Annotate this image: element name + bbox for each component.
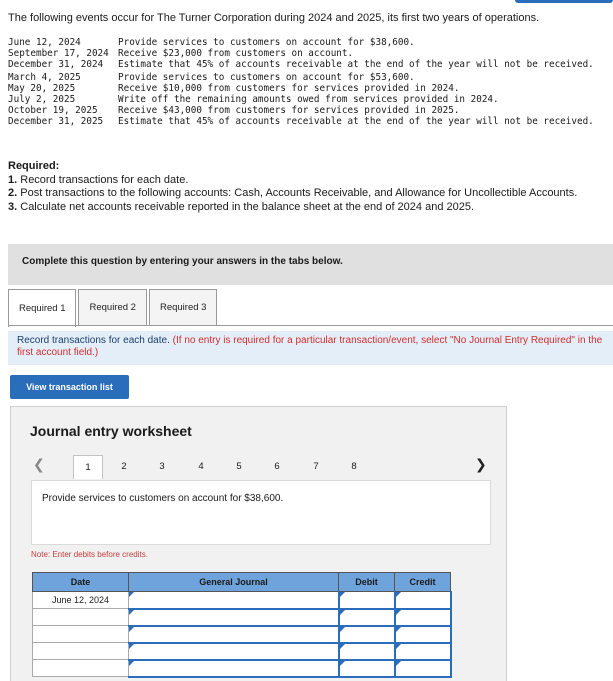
journal-header-row	[33, 573, 451, 592]
date-cell	[33, 660, 129, 677]
event-description: Receive $23,000 from customers on account.	[118, 48, 354, 59]
event-row	[8, 105, 613, 116]
complete-question-banner	[8, 244, 613, 285]
account-cell[interactable]	[129, 609, 339, 626]
event-date: October 19, 2025	[8, 105, 98, 116]
chevron-left-icon[interactable]: ❮	[33, 456, 45, 472]
required-heading: Required:	[8, 160, 60, 172]
debit-credit-note: Note: Enter debits before credits.	[31, 550, 148, 559]
required-item-3: 3. Calculate net accounts receivable reported in the balance sheet at the end of 2024 and 2025.	[8, 200, 475, 213]
table-row	[33, 626, 451, 643]
credit-cell[interactable]	[395, 660, 451, 677]
date-cell	[33, 626, 129, 643]
transaction-description-box	[31, 480, 491, 545]
instruction-note: (If no entry is required for a particular transaction/event, select "No Journal Entry Required" in the first account field.)	[17, 335, 603, 358]
credit-cell[interactable]	[395, 643, 451, 660]
account-cell[interactable]	[129, 592, 339, 609]
event-date: June 12, 2024	[8, 37, 81, 48]
journal-table	[32, 572, 452, 678]
event-description: Receive $10,000 from customers for services provided in 2024.	[118, 83, 460, 94]
transaction-description: Provide services to customers on account for $38,600.	[42, 493, 284, 504]
view-transaction-list-button[interactable]: View transaction list	[10, 375, 129, 399]
event-date: December 31, 2025	[8, 116, 104, 127]
required-tabs	[8, 289, 219, 327]
date-cell	[33, 643, 129, 660]
event-description: Provide services to customers on account for $53,600.	[118, 72, 415, 83]
worksheet-title: Journal entry worksheet	[30, 423, 192, 439]
event-row	[8, 94, 613, 105]
tab-divider	[8, 325, 613, 326]
event-date: December 31, 2024	[8, 59, 104, 70]
column-header-date: Date	[33, 573, 129, 592]
event-date: September 17, 2024	[8, 48, 109, 59]
debit-cell[interactable]	[339, 626, 395, 643]
event-row	[8, 72, 613, 83]
event-row	[8, 83, 613, 94]
event-date: May 20, 2025	[8, 83, 76, 94]
tab-required-2[interactable]: Required 2	[78, 289, 146, 325]
tab-required-1[interactable]: Required 1	[8, 289, 76, 327]
account-cell[interactable]	[129, 643, 339, 660]
page-number-3[interactable]: 3	[159, 461, 165, 472]
debit-cell[interactable]	[339, 643, 395, 660]
event-description: Provide services to customers on account for $38,600.	[118, 37, 415, 48]
worksheet-pager	[31, 451, 491, 479]
event-date: July 2, 2025	[8, 94, 76, 105]
page-number-5[interactable]: 5	[236, 461, 242, 472]
event-description: Receive $43,000 from customers for services provided in 2025.	[118, 105, 460, 116]
table-row	[33, 609, 451, 626]
event-description: Estimate that 45% of accounts receivable at the end of the year will not be received.	[118, 59, 594, 70]
event-date: March 4, 2025	[8, 72, 81, 83]
instruction-text: Record transactions for each date.	[17, 335, 170, 346]
page-number-6[interactable]: 6	[274, 461, 280, 472]
required-section	[8, 160, 608, 214]
page-number-1[interactable]: 1	[73, 455, 103, 479]
required-item-1: 1. Record transactions for each date.	[8, 173, 189, 186]
page-number-7[interactable]: 7	[313, 461, 319, 472]
table-row	[33, 643, 451, 660]
chevron-right-icon[interactable]: ❯	[475, 456, 487, 472]
event-row	[8, 48, 613, 59]
event-description: Estimate that 45% of accounts receivable at the end of the year will not be received.	[118, 116, 594, 127]
page-number-2[interactable]: 2	[121, 461, 127, 472]
debit-cell[interactable]	[339, 592, 395, 609]
instruction-banner	[8, 331, 613, 365]
required-item-2: 2. Post transactions to the following accounts: Cash, Accounts Receivable, and Allowance for Uncollectible Accounts.	[8, 187, 578, 199]
column-header-credit: Credit	[395, 573, 451, 592]
page-number-8[interactable]: 8	[351, 461, 357, 472]
debit-cell[interactable]	[339, 609, 395, 626]
events-list	[8, 37, 613, 127]
top-accent-bar	[515, 0, 613, 3]
tab-required-3[interactable]: Required 3	[149, 289, 217, 325]
date-cell: June 12, 2024	[33, 592, 129, 609]
credit-cell[interactable]	[395, 626, 451, 643]
credit-cell[interactable]	[395, 609, 451, 626]
date-cell	[33, 609, 129, 626]
event-description: Write off the remaining amounts owed from services provided in 2024.	[118, 94, 499, 105]
column-header-general-journal: General Journal	[129, 573, 339, 592]
page-number-4[interactable]: 4	[198, 461, 204, 472]
complete-question-text: Complete this question by entering your answers in the tabs below.	[22, 256, 343, 267]
journal-entry-worksheet	[10, 406, 507, 681]
table-row	[33, 592, 451, 609]
table-row	[33, 660, 451, 677]
account-cell[interactable]	[129, 660, 339, 677]
account-cell[interactable]	[129, 626, 339, 643]
problem-intro: The following events occur for The Turner Corporation during 2024 and 2025, its first two years of operations.	[8, 12, 540, 24]
debit-cell[interactable]	[339, 660, 395, 677]
credit-cell[interactable]	[395, 592, 451, 609]
event-row	[8, 116, 613, 127]
event-row	[8, 59, 613, 70]
event-row	[8, 37, 613, 48]
column-header-debit: Debit	[339, 573, 395, 592]
